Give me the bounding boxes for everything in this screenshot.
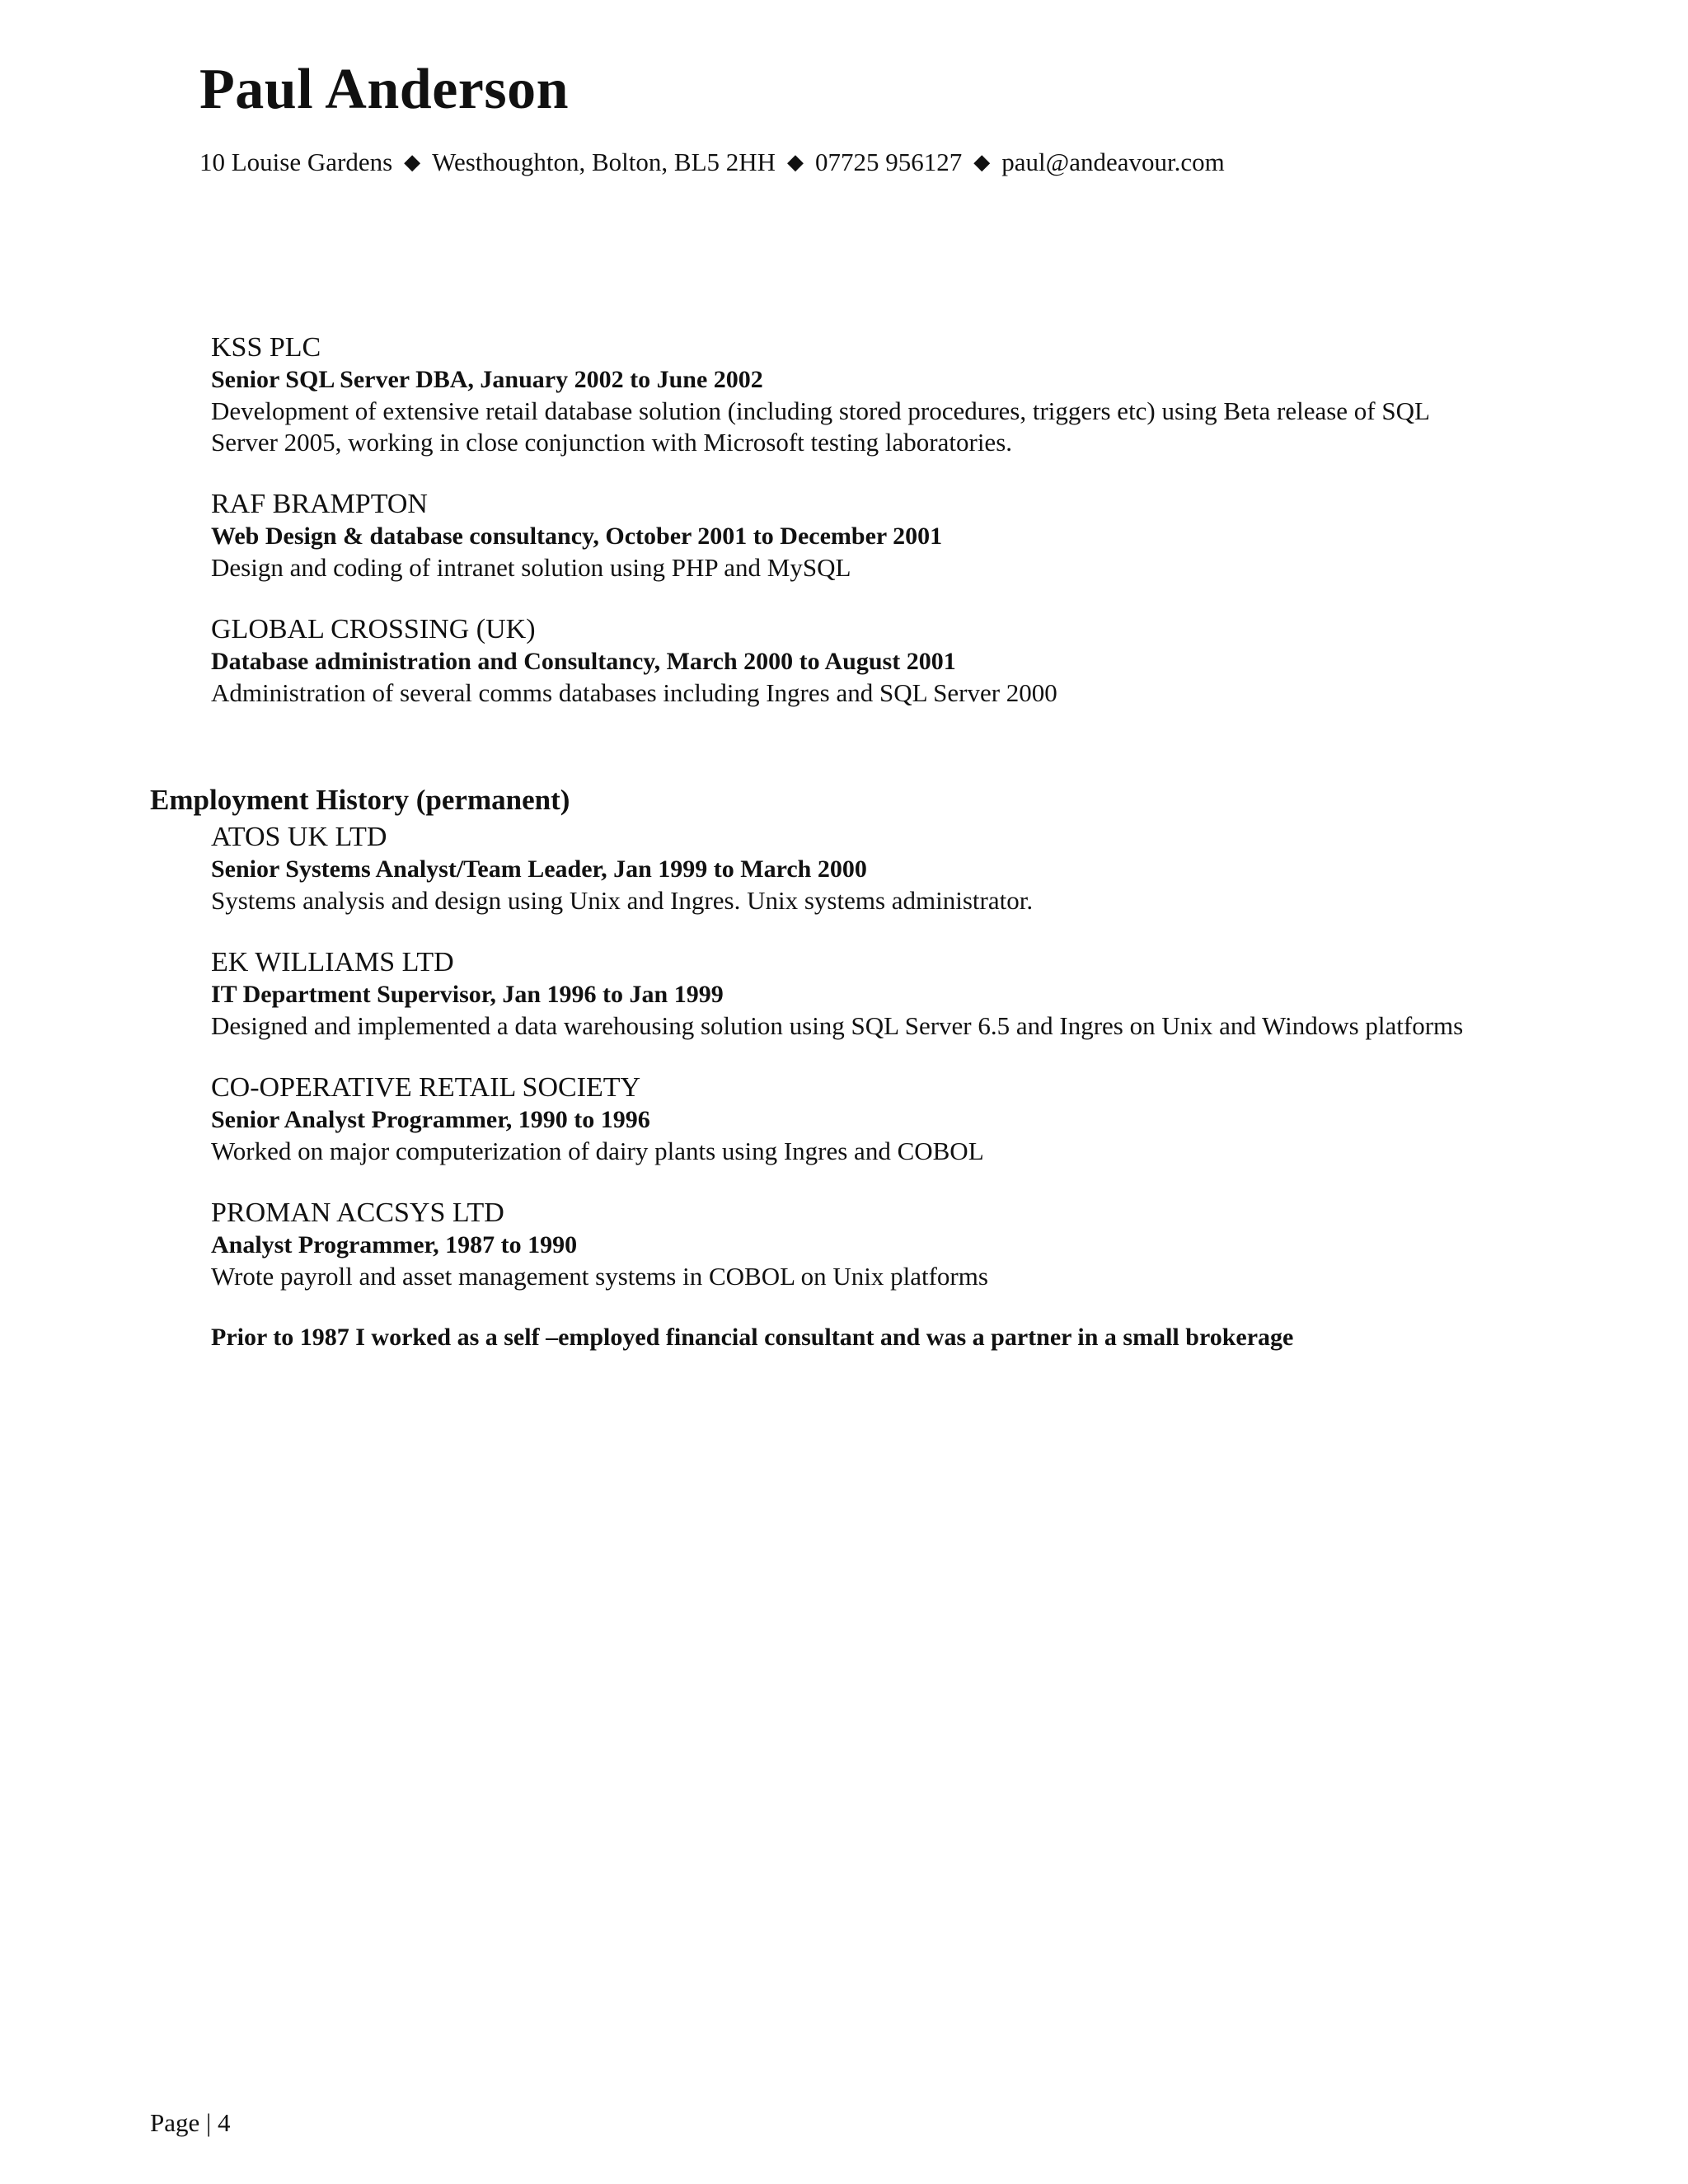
permanent-entries [211, 821, 1497, 1353]
job-description: Administration of several comms databases including Ingres and SQL Server 2000 [211, 678, 1057, 707]
job-entry [211, 821, 1497, 916]
diamond-separator-icon: ◆ [404, 150, 421, 174]
job-entry [211, 946, 1497, 1042]
company-name: ATOS UK LTD [211, 822, 387, 852]
job-entry [211, 488, 1497, 583]
job-role: IT Department Supervisor, Jan 1996 to Jan 1999 [211, 981, 724, 1008]
diamond-separator-icon: ◆ [973, 150, 991, 174]
job-description: Wrote payroll and asset management systems in COBOL on Unix platforms [211, 1262, 988, 1291]
job-role: Senior Analyst Programmer, 1990 to 1996 [211, 1106, 650, 1133]
company-name: PROMAN ACCSYS LTD [211, 1197, 504, 1228]
phone: 07725 956127 [815, 148, 963, 176]
job-role: Senior SQL Server DBA, January 2002 to June 2002 [211, 366, 763, 393]
job-role: Analyst Programmer, 1987 to 1990 [211, 1231, 578, 1258]
job-description: Development of extensive retail database solution (including stored procedures, triggers etc) using Beta release of SQL Server 2005, working in close conjunction with Microsoft testing laboratories. [211, 396, 1429, 457]
job-description: Designed and implemented a data warehousing solution using SQL Server 6.5 and Ingres on Unix and Windows platforms [211, 1011, 1464, 1040]
job-entry [211, 331, 1497, 458]
page-number: Page | 4 [150, 2108, 231, 2137]
company-name: GLOBAL CROSSING (UK) [211, 614, 536, 644]
address: 10 Louise Gardens [199, 148, 393, 176]
candidate-name: Paul Anderson [199, 58, 569, 121]
job-role: Senior Systems Analyst/Team Leader, Jan 1999 to March 2000 [211, 855, 867, 883]
job-role: Database administration and Consultancy, March 2000 to August 2001 [211, 648, 956, 675]
company-name: CO-OPERATIVE RETAIL SOCIETY [211, 1072, 641, 1103]
company-name: KSS PLC [211, 332, 321, 363]
diamond-separator-icon: ◆ [787, 150, 804, 174]
job-entry [211, 613, 1497, 709]
job-description: Systems analysis and design using Unix and Ingres. Unix systems administrator. [211, 886, 1034, 915]
job-description: Worked on major computerization of dairy plants using Ingres and COBOL [211, 1137, 984, 1165]
company-name: EK WILLIAMS LTD [211, 947, 454, 977]
job-entry [211, 1197, 1497, 1292]
contact-line [199, 147, 1225, 177]
job-entry [211, 1071, 1497, 1167]
email: paul@andeavour.com [1001, 148, 1225, 176]
job-role: Web Design & database consultancy, October 2001 to December 2001 [211, 523, 943, 550]
section-heading: Employment History (permanent) [150, 784, 570, 816]
town: Westhoughton, Bolton, BL5 2HH [432, 148, 776, 176]
contract-entries [211, 331, 1497, 738]
job-description: Design and coding of intranet solution using PHP and MySQL [211, 553, 851, 582]
company-name: RAF BRAMPTON [211, 489, 428, 519]
closing-note: Prior to 1987 I worked as a self –employed financial consultant and was a partner in a small brokerage [211, 1324, 1294, 1351]
